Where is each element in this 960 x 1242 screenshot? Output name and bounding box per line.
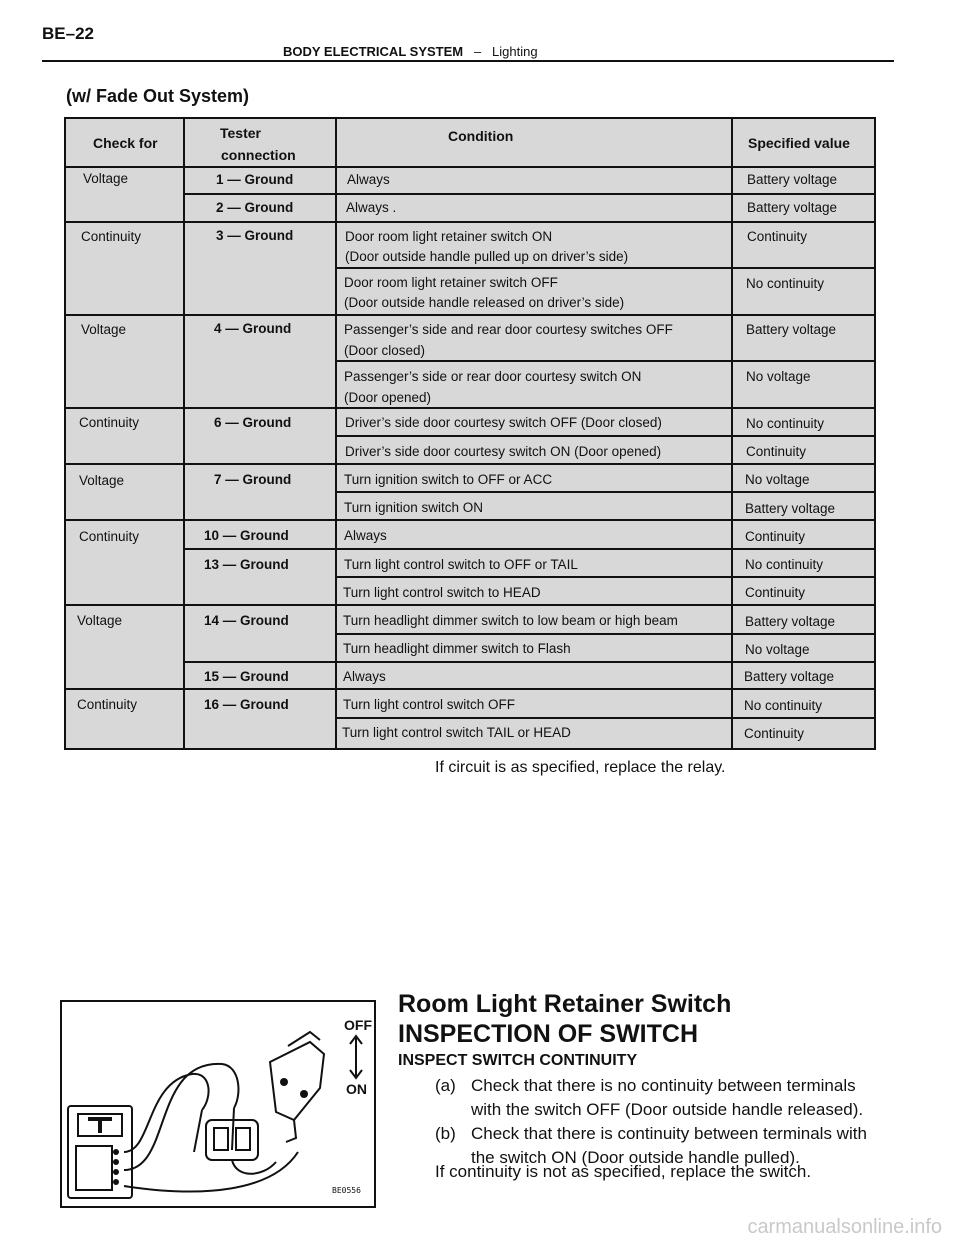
condition-cell: Turn light control switch to HEAD: [343, 585, 541, 600]
specified-value-cell: Continuity: [745, 529, 806, 544]
condition-cell: Turn headlight dimmer switch to Flash: [343, 641, 571, 656]
condition-cell: Always: [343, 669, 386, 684]
tester-connection-cell: 15 — Ground: [204, 669, 289, 684]
tester-connection-cell: 6 — Ground: [214, 415, 292, 430]
header-check-for: Check for: [93, 135, 158, 151]
tester-connection-cell: 13 — Ground: [204, 557, 289, 572]
tester-connection-cell: 4 — Ground: [214, 321, 292, 336]
tester-connection-cell: 1 — Ground: [216, 172, 294, 187]
specified-value-cell: Battery voltage: [745, 501, 836, 516]
tester-connection-cell: 16 — Ground: [204, 697, 289, 712]
condition-cell: Turn headlight dimmer switch to low beam or high beam: [343, 613, 678, 628]
specified-value-cell: Battery voltage: [747, 200, 838, 215]
tester-connection-cell: 3 — Ground: [216, 228, 294, 243]
condition-cell: Always: [347, 172, 390, 187]
specified-value-cell: Battery voltage: [744, 669, 835, 684]
running-head-subtitle: Lighting: [492, 44, 538, 59]
switch-inspection-illustration: [60, 1000, 376, 1208]
section-title: (w/ Fade Out System): [66, 86, 250, 106]
condition-cell: Always .: [346, 200, 397, 215]
check-for-cell: Voltage: [79, 473, 125, 488]
condition-cell: (Door outside handle released on driver’s side): [344, 295, 625, 310]
watermark: carmanualsonline.info: [747, 1216, 942, 1238]
header-tester-connection-line1: Tester: [220, 125, 261, 141]
step-a-line2: with the switch OFF (Door outside handle released).: [471, 1100, 864, 1119]
condition-cell: Passenger’s side and rear door courtesy switches OFF: [344, 322, 673, 337]
check-for-cell: Continuity: [79, 415, 140, 430]
specified-value-cell: No voltage: [745, 472, 810, 487]
condition-cell: Always: [344, 528, 387, 543]
condition-cell: Door room light retainer switch ON: [345, 229, 553, 244]
header-tester-connection-line2: connection: [221, 147, 296, 163]
condition-cell: (Door closed): [344, 343, 426, 358]
step-b-line2: the switch ON (Door outside handle pulled).: [471, 1148, 800, 1167]
step-b-line1: Check that there is continuity between terminals with: [471, 1124, 867, 1143]
condition-cell: Driver’s side door courtesy switch ON (Door opened): [345, 444, 662, 459]
tester-connection-cell: 7 — Ground: [214, 472, 292, 487]
specified-value-cell: Continuity: [744, 726, 805, 741]
section-subheading: INSPECTION OF SWITCH: [398, 1020, 698, 1048]
tester-connection-cell: 14 — Ground: [204, 613, 289, 628]
condition-cell: (Door opened): [344, 390, 432, 405]
check-for-cell: Voltage: [77, 613, 123, 628]
condition-cell: Turn ignition switch ON: [344, 500, 484, 515]
tester-connection-cell: 10 — Ground: [204, 528, 289, 543]
condition-cell: Turn light control switch TAIL or HEAD: [342, 725, 571, 740]
specified-value-cell: Continuity: [747, 229, 808, 244]
page-number: BE–22: [42, 24, 94, 43]
check-for-cell: Voltage: [83, 171, 129, 186]
inspection-table: [64, 117, 876, 750]
specified-value-cell: No voltage: [746, 369, 811, 384]
condition-cell: Turn light control switch OFF: [343, 697, 516, 712]
specified-value-cell: Battery voltage: [746, 322, 837, 337]
step-a-line1: Check that there is no continuity between terminals: [471, 1076, 856, 1095]
specified-value-cell: Battery voltage: [745, 614, 836, 629]
figure-code: BE0556: [332, 1186, 361, 1195]
specified-value-cell: No continuity: [745, 557, 824, 572]
condition-cell: Driver’s side door courtesy switch OFF (Door closed): [345, 415, 662, 430]
on-label: ON: [346, 1081, 367, 1097]
specified-value-cell: Continuity: [745, 585, 806, 600]
specified-value-cell: Battery voltage: [747, 172, 838, 187]
specified-value-cell: No continuity: [744, 698, 823, 713]
relay-note: If circuit is as specified, replace the relay.: [435, 759, 726, 776]
step-a-label: (a): [435, 1076, 456, 1095]
specified-value-cell: No voltage: [745, 642, 810, 657]
procedure-heading: INSPECT SWITCH CONTINUITY: [398, 1052, 638, 1069]
condition-cell: Turn ignition switch to OFF or ACC: [344, 472, 553, 487]
check-for-cell: Continuity: [79, 529, 140, 544]
condition-cell: Turn light control switch to OFF or TAIL: [344, 557, 578, 572]
illustration-drawing: [62, 1002, 374, 1206]
section-heading: Room Light Retainer Switch: [398, 990, 732, 1018]
specified-value-cell: No continuity: [746, 276, 825, 291]
switch-replace-note: If continuity is not as specified, replace the switch.: [435, 1162, 812, 1181]
running-head-title: BODY ELECTRICAL SYSTEM: [283, 44, 464, 59]
tester-connection-cell: 2 — Ground: [216, 200, 294, 215]
step-a: [435, 1074, 863, 1122]
condition-cell: Door room light retainer switch OFF: [344, 275, 558, 290]
condition-cell: (Door outside handle pulled up on driver’s side): [345, 249, 629, 264]
running-head-separator: –: [473, 44, 482, 59]
check-for-cell: Continuity: [77, 697, 138, 712]
header-specified-value: Specified value: [748, 135, 850, 151]
off-label: OFF: [344, 1017, 372, 1033]
specified-value-cell: Continuity: [746, 444, 807, 459]
condition-cell: Passenger’s side or rear door courtesy switch ON: [344, 369, 642, 384]
step-b-label: (b): [435, 1124, 456, 1143]
check-for-cell: Voltage: [81, 322, 127, 337]
running-head: [283, 44, 538, 59]
check-for-cell: Continuity: [81, 229, 142, 244]
header-rule: [42, 60, 894, 62]
header-condition: Condition: [448, 128, 514, 144]
specified-value-cell: No continuity: [746, 416, 825, 431]
